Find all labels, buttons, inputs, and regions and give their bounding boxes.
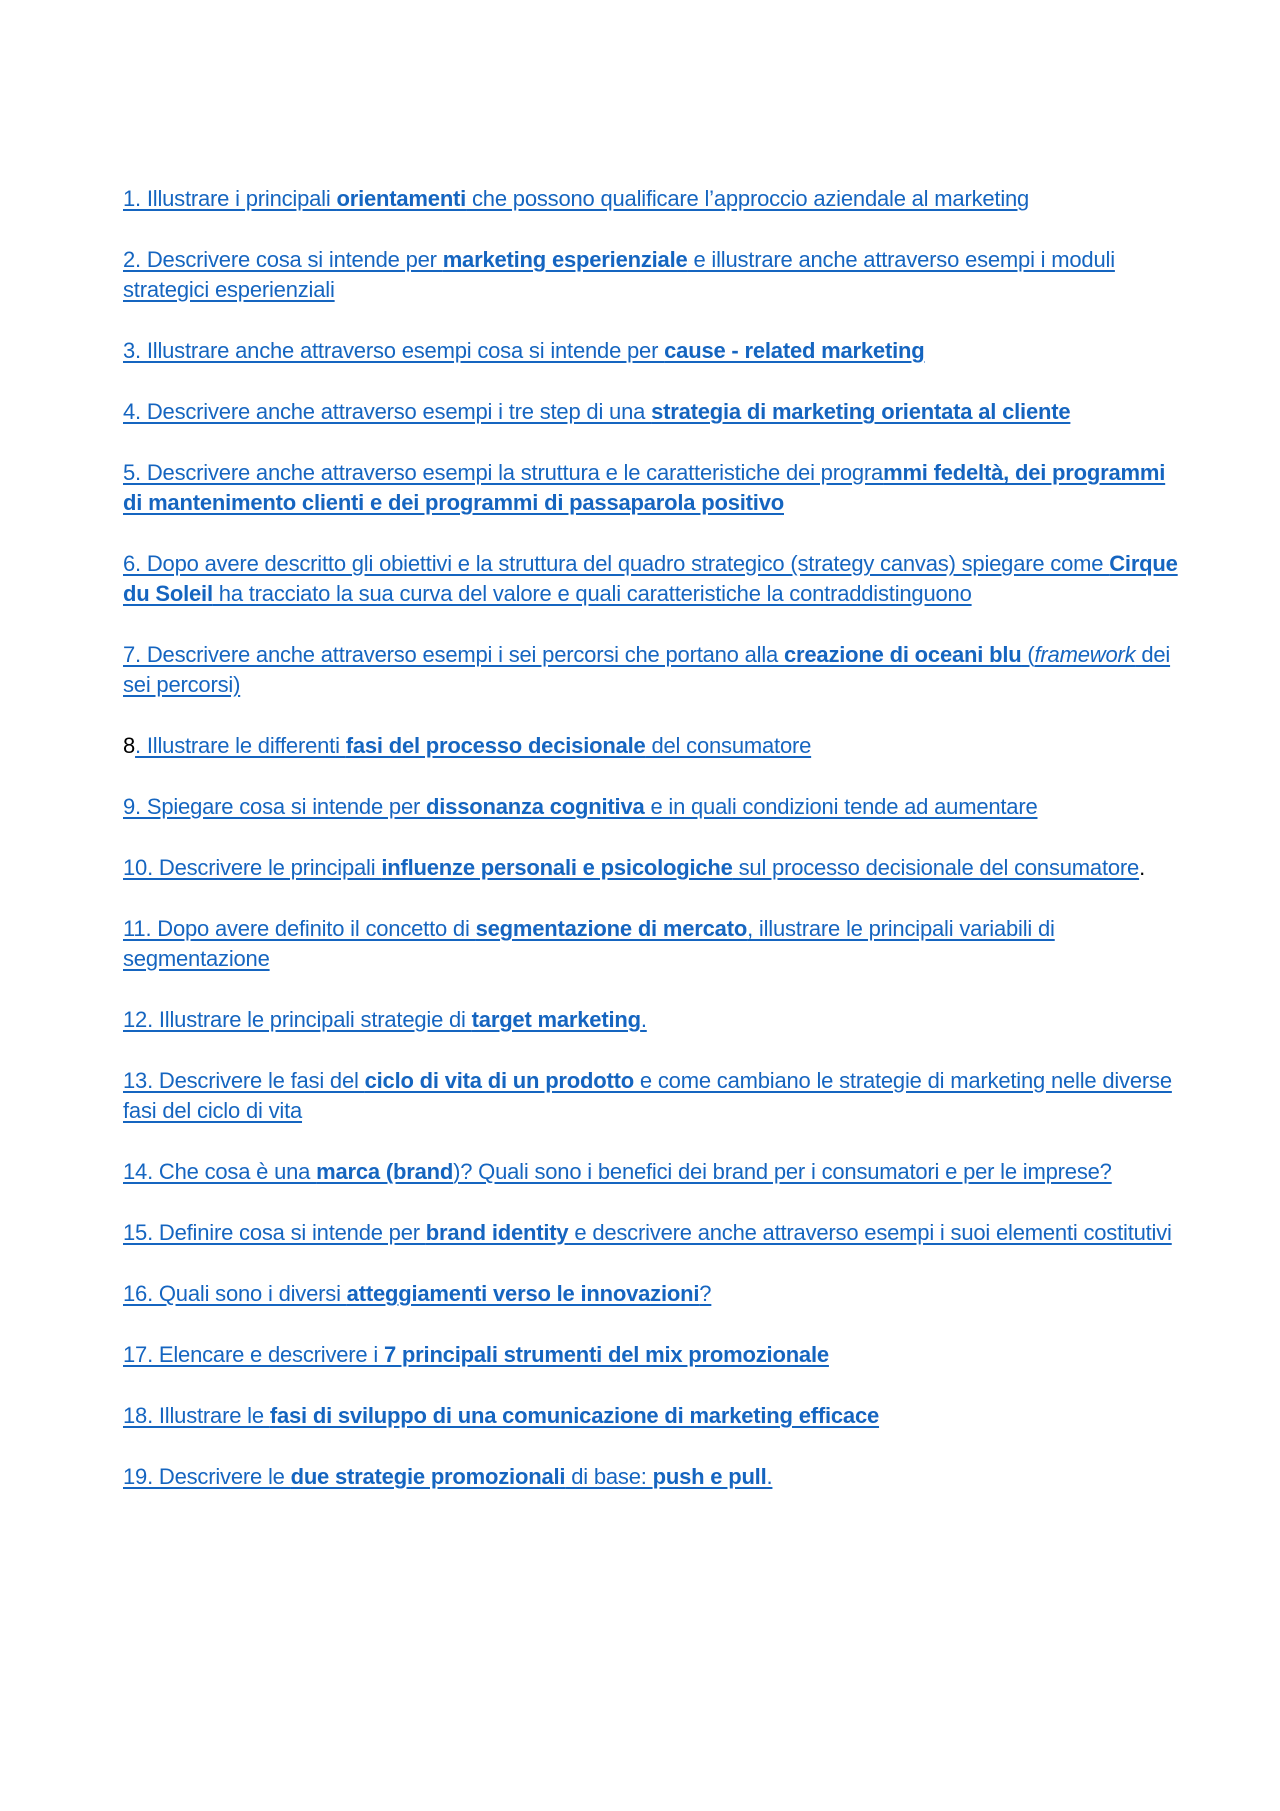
question-keyword: strategia di marketing orientata al cliente	[651, 399, 1071, 424]
question-4[interactable]	[123, 397, 1183, 427]
question-segment: 11. Dopo avere definito il concetto di	[123, 916, 476, 941]
question-segment: 18. Illustrare le	[123, 1403, 270, 1428]
question-keyword: fasi di sviluppo di una comunicazione di marketing efficace	[269, 1403, 880, 1428]
question-segment: ?	[699, 1281, 712, 1306]
question-segment: di base:	[565, 1464, 653, 1489]
question-15[interactable]	[123, 1218, 1183, 1248]
question-keyword: atteggiamenti verso le innovazioni	[346, 1281, 700, 1306]
question-2[interactable]	[123, 245, 1183, 305]
question-segment: . Illustrare le differenti	[135, 733, 346, 758]
question-keyword: dissonanza cognitiva	[426, 794, 645, 819]
question-number: 8	[123, 733, 136, 758]
question-12[interactable]	[123, 1005, 1183, 1035]
question-keyword: ciclo di vita di un prodotto	[364, 1068, 634, 1093]
question-17[interactable]	[123, 1340, 1183, 1370]
question-segment: 7. Descrivere anche attraverso esempi i sei percorsi che portano alla	[123, 642, 784, 667]
question-6[interactable]	[123, 549, 1183, 609]
question-italic-term: framework	[1034, 642, 1136, 667]
question-period: .	[1139, 855, 1145, 880]
question-segment: e illustrare anche attraverso esempi i moduli strategici esperienziali	[123, 247, 1115, 302]
question-13[interactable]	[123, 1066, 1183, 1126]
question-3[interactable]	[123, 336, 1183, 366]
question-list	[123, 184, 1183, 1523]
question-keyword: mmi fedeltà, dei programmi di mantenimento clienti e dei programmi di passaparola positivo	[123, 460, 1166, 515]
question-segment: (	[1021, 642, 1035, 667]
question-segment: 13. Descrivere le fasi del	[123, 1068, 365, 1093]
question-segment: 10. Descrivere le principali	[123, 855, 382, 880]
question-9[interactable]	[123, 792, 1183, 822]
question-10[interactable]	[123, 853, 1183, 883]
question-segment: 16. Quali sono i diversi	[123, 1281, 347, 1306]
question-keyword: push e pull	[652, 1464, 767, 1489]
question-segment: 3. Illustrare anche attraverso esempi cosa si intende per	[123, 338, 665, 363]
question-segment: .	[640, 1007, 647, 1032]
question-segment: sul processo decisionale del consumatore	[732, 855, 1140, 880]
question-8[interactable]	[123, 731, 1183, 761]
question-keyword: due strategie promozionali	[290, 1464, 566, 1489]
question-keyword: fasi del processo decisionale	[345, 733, 646, 758]
question-segment: 6. Dopo avere descritto gli obiettivi e la struttura del quadro strategico (strategy canvas) spiegare come	[123, 551, 1110, 576]
question-16[interactable]	[123, 1279, 1183, 1309]
question-keyword: orientamenti	[336, 186, 467, 211]
question-keyword: brand identity	[425, 1220, 569, 1245]
question-keyword: 7 principali strumenti del mix promozionale	[383, 1342, 829, 1367]
question-keyword: influenze personali e psicologiche	[381, 855, 733, 880]
question-18[interactable]	[123, 1401, 1183, 1431]
question-segment: , illustrare le principali variabili di segmentazione	[123, 916, 1055, 971]
question-segment: 9. Spiegare cosa si intende per	[123, 794, 427, 819]
question-keyword: segmentazione di mercato	[475, 916, 748, 941]
question-keyword: target marketing	[471, 1007, 641, 1032]
question-14[interactable]	[123, 1157, 1183, 1187]
question-segment: e descrivere anche attraverso esempi i suoi elementi costitutivi	[568, 1220, 1172, 1245]
question-keyword: marketing esperienziale	[442, 247, 688, 272]
question-segment: 1. Illustrare i principali	[123, 186, 337, 211]
question-segment: )? Quali sono i benefici dei brand per i consumatori e per le imprese?	[453, 1159, 1112, 1184]
question-segment: 14. Che cosa è una	[123, 1159, 317, 1184]
question-segment: 15. Definire cosa si intende per	[123, 1220, 426, 1245]
question-segment: 2. Descrivere cosa si intende per	[123, 247, 443, 272]
question-7[interactable]	[123, 640, 1183, 700]
question-segment: 12. Illustrare le principali strategie di	[123, 1007, 472, 1032]
question-segment: ha tracciato la sua curva del valore e quali caratteristiche la contraddistinguono	[212, 581, 972, 606]
question-segment: .	[766, 1464, 773, 1489]
question-segment: 17. Elencare e descrivere i	[123, 1342, 384, 1367]
question-11[interactable]	[123, 914, 1183, 974]
question-1[interactable]	[123, 184, 1183, 214]
question-segment: 4. Descrivere anche attraverso esempi i tre step di una	[123, 399, 652, 424]
question-segment: 5. Descrivere anche attraverso esempi la struttura e le caratteristiche dei progra	[123, 460, 884, 485]
question-keyword: cause - related marketing	[664, 338, 925, 363]
question-segment: dei sei percorsi)	[123, 642, 1171, 697]
question-19[interactable]	[123, 1462, 1183, 1492]
question-segment: del consumatore	[645, 733, 812, 758]
question-segment: e in quali condizioni tende ad aumentare	[644, 794, 1038, 819]
question-keyword: Cirque du Soleil	[123, 551, 1178, 606]
question-keyword: creazione di oceani blu	[784, 642, 1022, 667]
question-5[interactable]	[123, 458, 1183, 518]
question-segment: 19. Descrivere le	[123, 1464, 291, 1489]
question-keyword: marca (brand	[316, 1159, 454, 1184]
question-segment: e come cambiano le strategie di marketing nelle diverse fasi del ciclo di vita	[123, 1068, 1172, 1123]
question-segment: che possono qualificare l’approccio aziendale al marketing	[466, 186, 1030, 211]
